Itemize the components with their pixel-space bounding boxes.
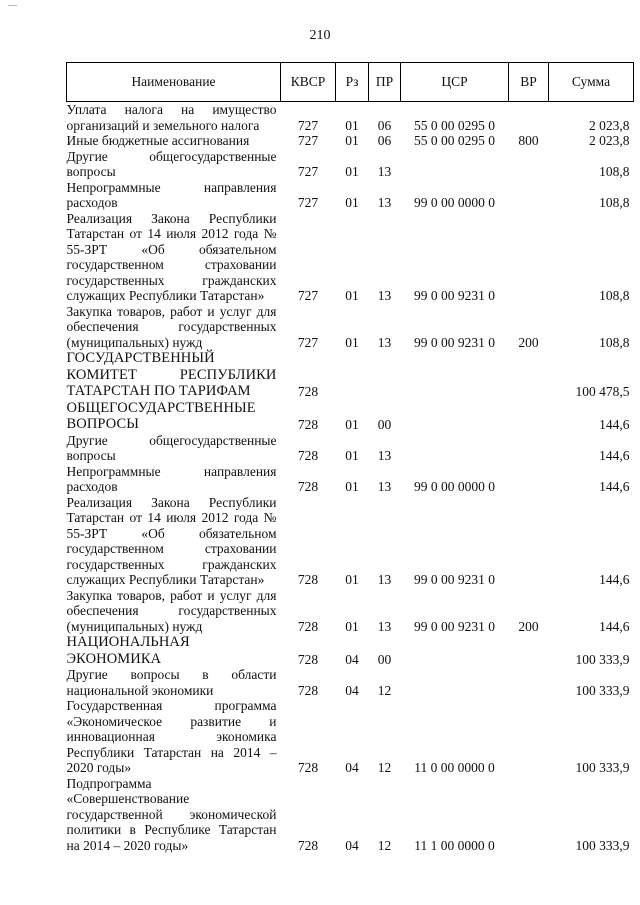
cell-vr xyxy=(509,464,549,495)
table-row xyxy=(67,133,634,149)
cell-name: Непрограммные направления расходов xyxy=(66,463,277,494)
cell-pr: 00 xyxy=(377,417,392,432)
cell-kvsr: 728 xyxy=(297,618,319,634)
header-rz: Рз xyxy=(336,63,369,102)
cell-vr xyxy=(509,180,549,211)
cell-csr: 55 0 00 0295 0 xyxy=(414,133,495,148)
cell-name: Закупка товаров, работ и услуг для обеспечения государственных (муниципальных) нужд xyxy=(66,303,277,350)
cell-rz: 01 xyxy=(345,479,359,494)
cell-kvsr: 728 xyxy=(297,479,319,494)
cell-pr: 13 xyxy=(377,479,392,494)
cell-sum: 2 023,8 xyxy=(589,117,630,133)
cell-sum: 108,8 xyxy=(599,195,630,210)
header-name: Наименование xyxy=(67,63,281,102)
cell-sum: 144,6 xyxy=(599,479,630,494)
cell-pr: 06 xyxy=(377,117,392,133)
cell-name: Государственная программа «Экономическое развитие и инновационная экономика Республики Татарстан на 2014 – 2020 годы» xyxy=(66,698,277,775)
cell-sum: 108,8 xyxy=(599,288,630,303)
cell-rz: 01 xyxy=(345,618,359,634)
cell-csr: 99 0 00 9231 0 xyxy=(414,572,495,587)
cell-pr: 13 xyxy=(377,618,392,634)
cell-csr: 11 1 00 0000 0 xyxy=(414,837,495,853)
table-row xyxy=(67,634,634,667)
cell-pr: 13 xyxy=(377,164,392,179)
cell-vr xyxy=(509,350,549,400)
cell-kvsr: 728 xyxy=(297,760,319,775)
cell-kvsr: 728 xyxy=(297,417,319,432)
cell-vr xyxy=(509,149,549,180)
cell-rz: 01 xyxy=(345,117,359,133)
cell-rz: 01 xyxy=(345,195,359,210)
cell-csr xyxy=(401,667,509,698)
header-pr: ПР xyxy=(369,63,401,102)
cell-rz: 01 xyxy=(345,417,359,432)
cell-name: ОБЩЕГОСУДАРСТВЕННЫЕ ВОПРОСЫ xyxy=(66,399,256,432)
cell-csr xyxy=(401,149,509,180)
cell-pr: 13 xyxy=(377,288,392,303)
cell-csr: 99 0 00 0000 0 xyxy=(414,195,495,210)
budget-table xyxy=(66,62,634,853)
cell-sum: 2 023,8 xyxy=(589,133,630,148)
table-row xyxy=(67,776,634,854)
page-number: 210 xyxy=(309,28,331,43)
cell-sum: 100 333,9 xyxy=(575,651,630,667)
table-row xyxy=(67,211,634,304)
table-body xyxy=(67,102,634,854)
corner-mark: — xyxy=(8,0,17,10)
table-row xyxy=(67,400,634,433)
table-row xyxy=(67,464,634,495)
cell-kvsr: 728 xyxy=(297,572,319,587)
cell-name: Подпрограмма «Совершенствование государственной экономической политики в Республике Татарстан на 2014 – 2020 годы» xyxy=(66,775,277,853)
cell-rz: 01 xyxy=(345,572,359,587)
table-row xyxy=(67,102,634,134)
table-row xyxy=(67,433,634,464)
cell-sum: 100 478,5 xyxy=(575,384,630,399)
cell-name: Реализация Закона Республики Татарстан от 14 июля 2012 года № 55-ЗРТ «Об обязательном государственном страховании государственных гражданских служащих Республики Татарстан» xyxy=(66,494,277,587)
cell-rz: 01 xyxy=(345,334,359,350)
table-row xyxy=(67,495,634,588)
cell-name: Другие вопросы в области национальной экономики xyxy=(66,667,277,698)
cell-csr: 55 0 00 0295 0 xyxy=(414,117,495,133)
cell-name: Закупка товаров, работ и услуг для обеспечения государственных (муниципальных) нужд xyxy=(66,587,277,634)
cell-csr xyxy=(401,433,509,464)
cell-vr xyxy=(509,211,549,304)
cell-vr: 800 xyxy=(518,133,539,148)
cell-rz: 01 xyxy=(345,164,359,179)
cell-name: ГОСУДАРСТВЕННЫЙ КОМИТЕТ РЕСПУБЛИКИ ТАТАРСТАН ПО ТАРИФАМ xyxy=(66,350,277,399)
table-row xyxy=(67,180,634,211)
cell-pr: 06 xyxy=(377,133,392,148)
cell-vr xyxy=(509,698,549,776)
cell-name: Непрограммные направления расходов xyxy=(66,179,277,210)
cell-rz: 04 xyxy=(345,682,359,698)
cell-csr xyxy=(401,634,509,667)
cell-kvsr: 728 xyxy=(297,448,319,463)
cell-kvsr: 727 xyxy=(297,164,319,179)
cell-csr: 99 0 00 9231 0 xyxy=(414,618,495,634)
cell-name: Иные бюджетные ассигнования xyxy=(66,133,250,148)
cell-rz: 01 xyxy=(345,133,359,148)
cell-kvsr: 728 xyxy=(297,651,319,667)
cell-sum: 100 333,9 xyxy=(575,682,630,698)
cell-sum: 108,8 xyxy=(599,334,630,350)
header-vr: ВР xyxy=(509,63,549,102)
cell-sum: 144,6 xyxy=(599,417,630,432)
cell-pr: 13 xyxy=(377,448,392,463)
budget-table-container xyxy=(66,62,633,853)
cell-sum: 100 333,9 xyxy=(575,760,630,775)
cell-pr xyxy=(369,350,401,400)
cell-rz: 04 xyxy=(345,837,359,853)
cell-name: Реализация Закона Республики Татарстан от 14 июля 2012 года № 55-ЗРТ «Об обязательном государственном страховании государственных гражданских служащих Республики Татарстан» xyxy=(66,210,277,303)
header-csr: ЦСР xyxy=(401,63,509,102)
header-kvsr: КВСР xyxy=(281,63,336,102)
table-header-row xyxy=(67,63,634,102)
cell-vr xyxy=(509,495,549,588)
header-sum: Сумма xyxy=(549,63,634,102)
cell-sum: 100 333,9 xyxy=(575,837,630,853)
table-row xyxy=(67,588,634,635)
cell-rz: 04 xyxy=(345,760,359,775)
cell-rz xyxy=(336,350,369,400)
cell-name: Уплата налога на имущество организаций и земельного налога xyxy=(66,102,277,133)
cell-name: Другие общегосударственные вопросы xyxy=(66,148,277,179)
cell-rz: 01 xyxy=(345,288,359,303)
cell-kvsr: 728 xyxy=(297,384,319,399)
cell-sum: 144,6 xyxy=(599,572,630,587)
cell-vr xyxy=(509,634,549,667)
cell-pr: 12 xyxy=(377,837,392,853)
cell-kvsr: 727 xyxy=(297,117,319,133)
cell-csr: 99 0 00 0000 0 xyxy=(414,479,495,494)
table-row xyxy=(67,350,634,400)
cell-csr xyxy=(401,400,509,433)
cell-csr xyxy=(401,350,509,400)
cell-kvsr: 727 xyxy=(297,133,319,148)
table-row xyxy=(67,149,634,180)
table-row xyxy=(67,304,634,351)
cell-pr: 00 xyxy=(377,651,392,667)
cell-kvsr: 727 xyxy=(297,334,319,350)
cell-pr: 12 xyxy=(377,682,392,698)
cell-sum: 144,6 xyxy=(599,618,630,634)
cell-kvsr: 728 xyxy=(297,682,319,698)
cell-kvsr: 727 xyxy=(297,288,319,303)
cell-vr: 200 xyxy=(518,618,539,634)
cell-vr xyxy=(509,400,549,433)
cell-vr xyxy=(509,667,549,698)
table-row xyxy=(67,667,634,698)
cell-pr: 13 xyxy=(377,572,392,587)
cell-pr: 12 xyxy=(377,760,392,775)
cell-csr: 99 0 00 9231 0 xyxy=(414,334,495,350)
cell-pr: 13 xyxy=(377,195,392,210)
cell-sum: 108,8 xyxy=(599,164,630,179)
cell-pr: 13 xyxy=(377,334,392,350)
cell-vr xyxy=(509,102,549,134)
table-row xyxy=(67,698,634,776)
cell-sum: 144,6 xyxy=(599,448,630,463)
cell-vr xyxy=(509,433,549,464)
cell-name: НАЦИОНАЛЬНАЯ ЭКОНОМИКА xyxy=(66,634,190,667)
cell-csr: 99 0 00 9231 0 xyxy=(414,288,495,303)
cell-vr: 200 xyxy=(518,334,539,350)
cell-kvsr: 728 xyxy=(297,837,319,853)
cell-vr xyxy=(509,776,549,854)
cell-name: Другие общегосударственные вопросы xyxy=(66,432,277,463)
cell-kvsr: 727 xyxy=(297,195,319,210)
cell-rz: 04 xyxy=(345,651,359,667)
cell-rz: 01 xyxy=(345,448,359,463)
cell-csr: 11 0 00 0000 0 xyxy=(414,760,495,775)
